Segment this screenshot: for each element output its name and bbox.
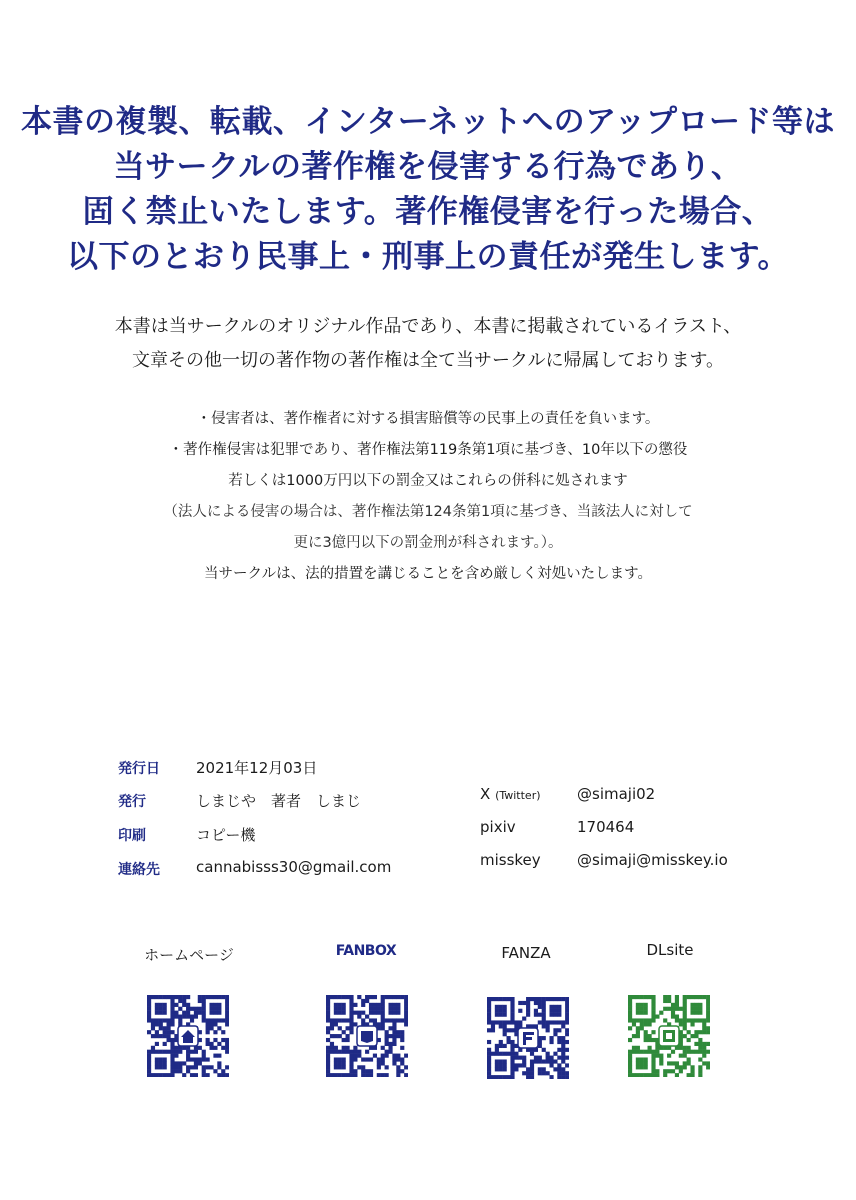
pixiv-label: pixiv xyxy=(480,818,516,836)
issue-date-label: 発行日 xyxy=(118,761,160,777)
legal-line: 若しくは1000万円以下の罰金又はこれらの併科に処されます xyxy=(228,473,628,489)
homepage-qr-label: ホームページ xyxy=(144,946,234,964)
qr-pattern xyxy=(326,995,408,1077)
fanbox-qr-label: FANBOX xyxy=(335,943,397,959)
twitter-label-name: X xyxy=(480,785,491,803)
fanbox-qr-code[interactable] xyxy=(326,995,408,1077)
legal-line: （法人による侵害の場合は、著作権法第124条第1項に基づき、当該法人に対して xyxy=(163,504,693,520)
legal-line: ・侵害者は、著作権者に対する損害賠償等の民事上の責任を負います。 xyxy=(196,411,660,427)
rights-line: 文章その他一切の著作物の著作権は全て当サークルに帰属しております。 xyxy=(131,350,725,371)
publisher-value: しまじや 著者 しまじ xyxy=(196,792,362,810)
warning-line: 以下のとおり民事上・刑事上の責任が発生します。 xyxy=(66,239,790,275)
warning-line: 本書の複製、転載、インターネットへのアップロード等は xyxy=(20,104,836,140)
twitter-label-sub: (Twitter) xyxy=(495,789,541,802)
fanza-qr-code[interactable] xyxy=(487,997,569,1079)
legal-line: 更に3億円以下の罰金刑が科されます。）。 xyxy=(293,535,563,551)
warning-line: 固く禁止いたします。著作権侵害を行った場合、 xyxy=(82,194,774,230)
legal-notice xyxy=(0,404,856,590)
dlsite-qr-label: DLsite xyxy=(646,941,694,959)
misskey-label: misskey xyxy=(480,851,541,869)
dlsite-qr-code[interactable] xyxy=(628,995,710,1077)
qr-pattern xyxy=(147,995,229,1077)
fanbox-logo-icon xyxy=(357,1026,377,1046)
qr-pattern xyxy=(487,997,569,1079)
home-icon xyxy=(178,1026,198,1046)
legal-line: 当サークルは、法的措置を講じることを含め厳しく対処いたします。 xyxy=(204,566,652,582)
homepage-qr-code[interactable] xyxy=(147,995,229,1077)
legal-line: ・著作権侵害は犯罪であり、著作権法第119条第1項に基づき、10年以下の懲役 xyxy=(168,442,688,458)
publisher-label: 発行 xyxy=(118,794,146,810)
copyright-warning xyxy=(0,100,856,280)
rights-line: 本書は当サークルのオリジナル作品であり、本書に掲載されているイラスト、 xyxy=(114,316,742,337)
fanza-qr-label: FANZA xyxy=(501,944,551,962)
misskey-handle[interactable]: @simaji@misskey.io xyxy=(577,851,728,869)
printing-label: 印刷 xyxy=(118,828,146,844)
warning-line: 当サークルの著作権を侵害する行為であり、 xyxy=(113,149,743,185)
dlsite-logo-icon xyxy=(659,1026,679,1046)
pixiv-id[interactable]: 170464 xyxy=(577,818,635,836)
printing-value: コピー機 xyxy=(196,826,256,844)
contact-label: 連絡先 xyxy=(118,862,160,878)
issue-date-value: 2021年12月03日 xyxy=(196,759,318,777)
twitter-label xyxy=(480,785,541,803)
twitter-handle[interactable]: @simaji02 xyxy=(577,785,656,803)
contact-email[interactable]: cannabisss30@gmail.com xyxy=(196,858,392,876)
fanza-logo-icon xyxy=(518,1028,538,1048)
qr-pattern xyxy=(628,995,710,1077)
rights-statement xyxy=(0,310,856,378)
